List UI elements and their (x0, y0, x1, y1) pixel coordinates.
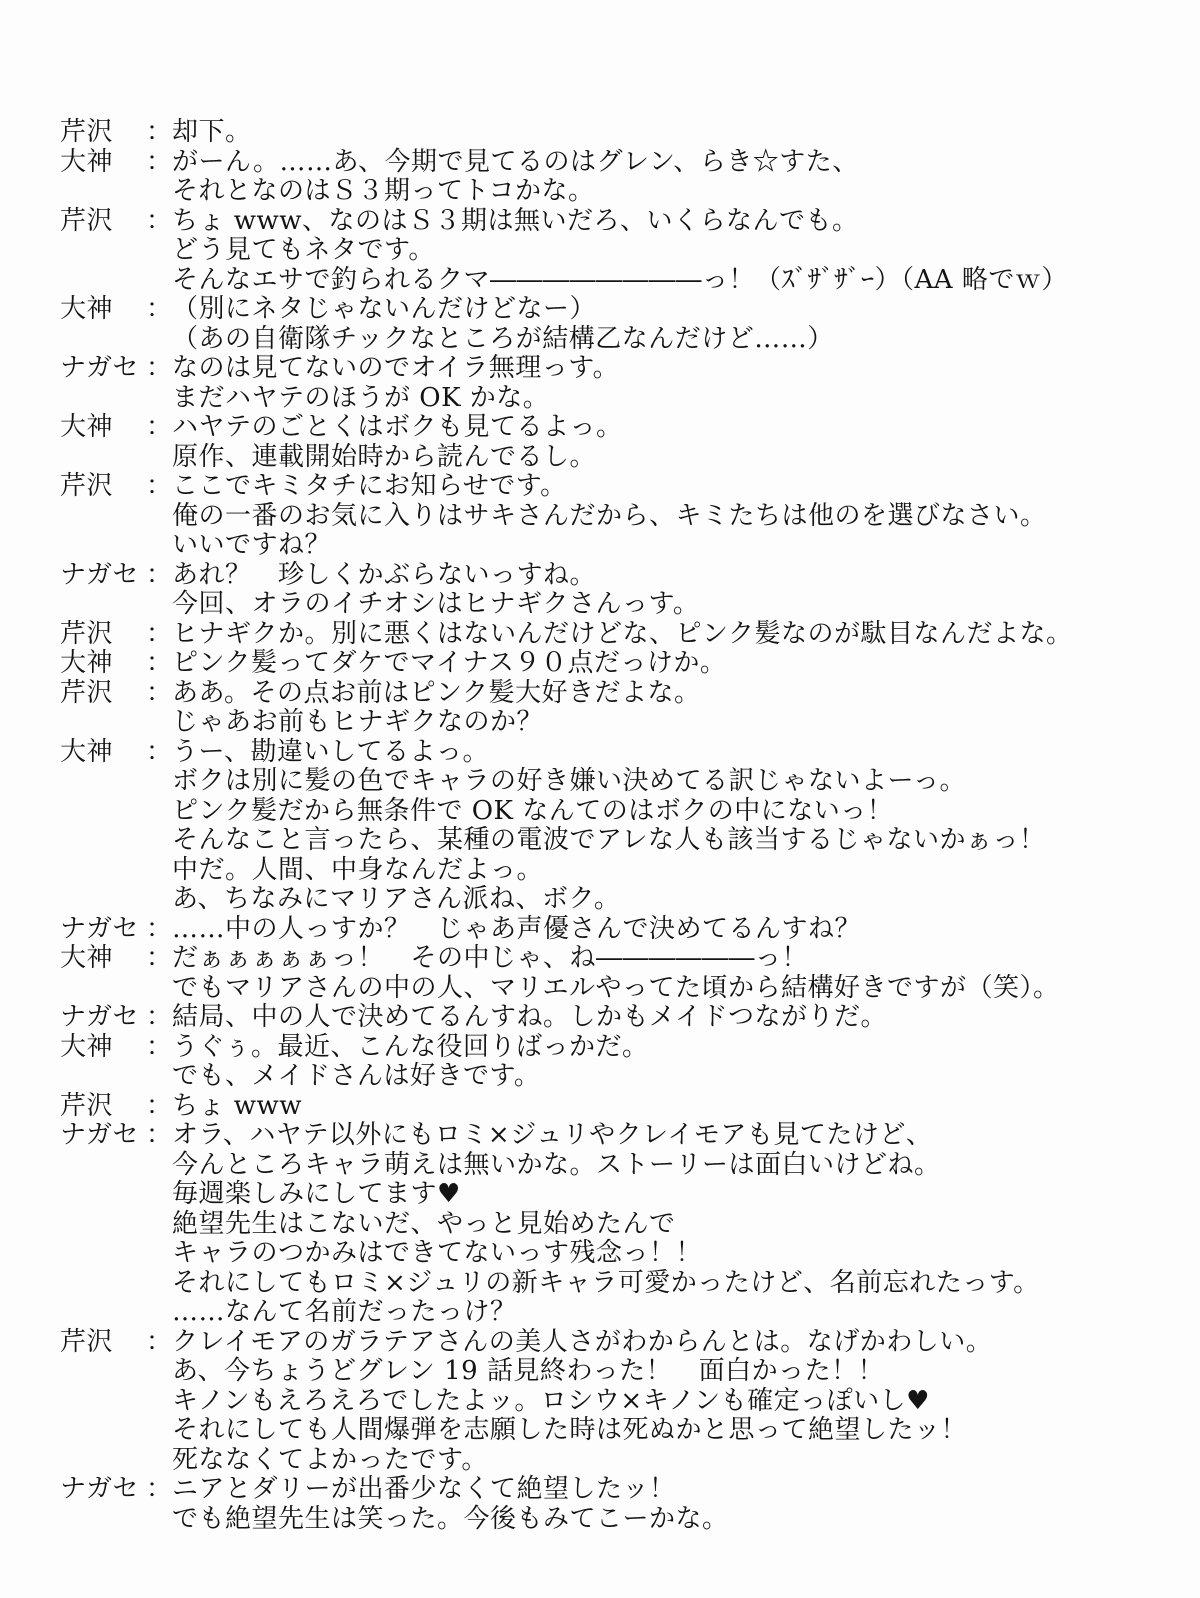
dialogue-entry (60, 413, 1180, 472)
utterance (172, 295, 1180, 354)
utterance (172, 148, 1180, 207)
utterance (172, 1121, 1180, 1328)
speaker-name: 大神 (60, 943, 114, 973)
utterance (172, 118, 1180, 148)
speaker-separator: ： (146, 353, 173, 383)
speaker-name: 大神 (60, 1031, 114, 1062)
speaker-name: 芹沢 (60, 1090, 114, 1121)
dialogue-entry (60, 1475, 1180, 1534)
dialogue-entry (60, 738, 1180, 915)
speaker-name: 芹沢 (60, 618, 114, 649)
dialogue-entry (60, 1003, 1180, 1033)
speaker-separator: ： (146, 1474, 173, 1504)
utterance-line: ……中の人っすか？ じゃあ声優さんで決めてるんすね？ (172, 913, 862, 944)
utterance (172, 620, 1180, 650)
utterance (172, 1328, 1180, 1476)
speaker-name: ナガセ (60, 1002, 139, 1032)
speaker-name: ナガセ (60, 913, 139, 944)
utterance-line: キャラのつかみはできてないっす残念っ！！ (172, 1238, 703, 1268)
utterance-line: ……なんて名前だったっけ？ (172, 1297, 517, 1327)
dialogue-entry (60, 207, 1180, 296)
speaker-name: ナガセ (60, 353, 139, 383)
utterance (172, 472, 1180, 561)
utterance-line: （別にネタじゃないんだけどなー） (172, 294, 597, 324)
dialogue-entry (60, 472, 1180, 561)
utterance-line: 死ななくてよかったです。 (172, 1444, 488, 1475)
speaker-separator: ： (146, 618, 173, 649)
utterance (172, 1003, 1180, 1033)
utterance (172, 944, 1180, 1003)
utterance-line: 今回、オラのイチオシはヒナギクさんっす。 (172, 589, 700, 619)
dialogue-entry (60, 944, 1180, 1003)
utterance (172, 1475, 1180, 1534)
speaker-separator: ： (146, 677, 173, 708)
utterance-line: ピンク髪だから無条件で OK なんてのはボクの中にないっ！ (172, 795, 894, 826)
speaker-name: ナガセ (60, 1120, 139, 1150)
utterance (172, 1092, 1180, 1122)
utterance-line: ああ。その点お前はピンク髪大好きだよな。 (172, 677, 701, 708)
dialogue-entry (60, 1328, 1180, 1476)
utterance-line: だぁぁぁぁぁっ！ その中じゃ、ね――――――っ！ (172, 943, 809, 973)
utterance-line: ボクは別に髪の色でキャラの好き嫌い決めてる訳じゃないよーっ。 (172, 766, 966, 796)
speaker-name: ナガセ (60, 1474, 139, 1504)
utterance-line: でも、メイドさんは好きです。 (172, 1061, 541, 1091)
utterance-line: あ、ちなみにマリアさん派ね、ボク。 (172, 884, 621, 914)
dialogue-entry (60, 295, 1180, 354)
utterance (172, 354, 1180, 413)
utterance-line: 原作、連載開始時から読んでるし。 (172, 441, 597, 472)
utterance-line: 今んところキャラ萌えは無いかな。ストーリーは面白いけどね。 (172, 1149, 941, 1180)
speaker-separator: ： (146, 943, 173, 973)
speaker-separator: ： (146, 117, 173, 147)
dialogue-entry (60, 649, 1180, 679)
speaker-name: 大神 (60, 294, 114, 324)
speaker-separator: ： (146, 294, 173, 324)
speaker-name: 大神 (60, 146, 114, 177)
utterance (172, 915, 1180, 945)
speaker-separator: ： (146, 1120, 173, 1150)
speaker-name: 大神 (60, 648, 114, 678)
utterance-line: それにしても人間爆弾を志願した時は死ぬかと思って絶望したッ！ (172, 1415, 968, 1445)
utterance-line: そんなこと言ったら、某種の電波でアレな人も該当するじゃないかぁっ！ (172, 825, 1046, 855)
utterance-line: あ、今ちょうどグレン 19 話見終わった！ 面白かった！！ (172, 1356, 885, 1386)
utterance-line: でも絶望先生は笑った。今後もみてこーかな。 (172, 1503, 729, 1534)
utterance-line: まだハヤテのほうが OK かな。 (172, 382, 550, 413)
utterance (172, 649, 1180, 679)
utterance-line: オラ、ハヤテ以外にもロミ×ジュリやクレイモアも見てたけど、 (172, 1120, 933, 1150)
utterance-line: うー、勘違いしてるよっ。 (172, 736, 489, 767)
utterance-line: 俺の一番のお気に入りはサキさんだから、キミたちは他のを選びなさい。 (172, 500, 1047, 531)
dialogue-entry (60, 354, 1180, 413)
speaker-name: 芹沢 (60, 1326, 114, 1357)
speaker-separator: ： (146, 1031, 173, 1062)
dialogue-entry (60, 620, 1180, 650)
utterance-line: ヒナギクか。別に悪くはないんだけどな、ピンク髪なのが駄目なんだよな。 (172, 618, 1073, 649)
utterance-line: ニアとダリーが出番少なくて絶望したッ！ (172, 1474, 676, 1504)
utterance-line: あれ？ 珍しくかぶらないっすね。 (172, 559, 597, 590)
utterance-line: ちょ www、なのはＳ３期は無いだろ、いくらなんでも。 (172, 205, 859, 236)
utterance (172, 413, 1180, 472)
speaker-name: 芹沢 (60, 471, 114, 501)
utterance-line: 絶望先生はこないだ、やっと見始めたんで (172, 1208, 676, 1239)
dialogue-entry (60, 1121, 1180, 1328)
speaker-separator: ： (146, 1090, 173, 1121)
speaker-separator: ： (146, 736, 173, 767)
utterance (172, 1033, 1180, 1092)
dialogue-entry (60, 118, 1180, 148)
utterance (172, 679, 1180, 738)
speaker-separator: ： (146, 1326, 173, 1357)
utterance-line: （あの自衛隊チックなところが結構乙なんだけど……） (172, 323, 834, 354)
speaker-name: 大神 (60, 412, 114, 442)
utterance-line: 中だ。人間、中身なんだよっ。 (172, 854, 544, 885)
utterance-line: うぐぅ。最近、こんな役回りばっかだ。 (172, 1031, 649, 1062)
utterance-line: キノンもえろえろでしたよッ。ロシウ×キノンも確定っぽいし♥ (172, 1385, 930, 1416)
utterance-line: そんなエサで釣られるクマ――――――――っ！（ｽﾞｻﾞｻﾞｰ）（AA 略でｗ） (172, 264, 1068, 295)
speaker-separator: ： (146, 146, 173, 177)
speaker-separator: ： (146, 1002, 173, 1032)
dialogue-entry (60, 148, 1180, 207)
utterance (172, 738, 1180, 915)
utterance-line: ちょ www (172, 1090, 303, 1121)
speaker-separator: ： (146, 559, 173, 590)
dialogue-entry (60, 561, 1180, 620)
utterance (172, 207, 1180, 296)
utterance-line: 結局、中の人で決めてるんすね。しかもメイドつながりだ。 (172, 1002, 887, 1032)
speaker-name: 大神 (60, 736, 114, 767)
utterance-line: それにしてもロミ×ジュリの新キャラ可愛かったけど、名前忘れたっす。 (172, 1267, 1040, 1298)
utterance-line: どう見てもネタです。 (172, 235, 435, 265)
speaker-separator: ： (146, 913, 173, 944)
speaker-name: 芹沢 (60, 205, 114, 236)
utterance-line: ピンク髪ってダケでマイナス９０点だっけか。 (172, 648, 727, 678)
utterance-line: じゃあお前もヒナギクなのか？ (172, 707, 544, 737)
utterance-line: 却下。 (172, 117, 252, 147)
utterance-line: ここでキミタチにお知らせです。 (172, 471, 567, 501)
speaker-name: 芹沢 (60, 117, 114, 147)
utterance-line: なのは見てないのでオイラ無理っす。 (172, 353, 620, 383)
utterance-line: それとなのはＳ３期ってトコかな。 (172, 176, 595, 206)
dialogue-entry (60, 915, 1180, 945)
utterance (172, 561, 1180, 620)
dialogue-entry (60, 679, 1180, 738)
speaker-separator: ： (146, 471, 173, 501)
utterance-line: でもマリアさんの中の人、マリエルやってた頃から結構好きですが（笑）。 (172, 972, 1060, 1003)
speaker-name: 芹沢 (60, 677, 114, 708)
speaker-separator: ： (146, 648, 173, 678)
speaker-separator: ： (146, 412, 173, 442)
utterance-line: いいですね？ (172, 530, 332, 560)
utterance-line: 毎週楽しみにしてます♥ (172, 1179, 461, 1209)
utterance-line: クレイモアのガラテアさんの美人さがわからんとは。なげかわしい。 (172, 1326, 993, 1357)
dialogue-transcript (60, 118, 1180, 1534)
utterance-line: がーん。……あ、今期で見てるのはグレン、らき☆すた、 (172, 146, 859, 177)
dialogue-entry (60, 1092, 1180, 1122)
speaker-name: ナガセ (60, 559, 139, 590)
utterance-line: ハヤテのごとくはボクも見てるよっ。 (172, 412, 623, 442)
dialogue-entry (60, 1033, 1180, 1092)
speaker-separator: ： (146, 205, 173, 236)
